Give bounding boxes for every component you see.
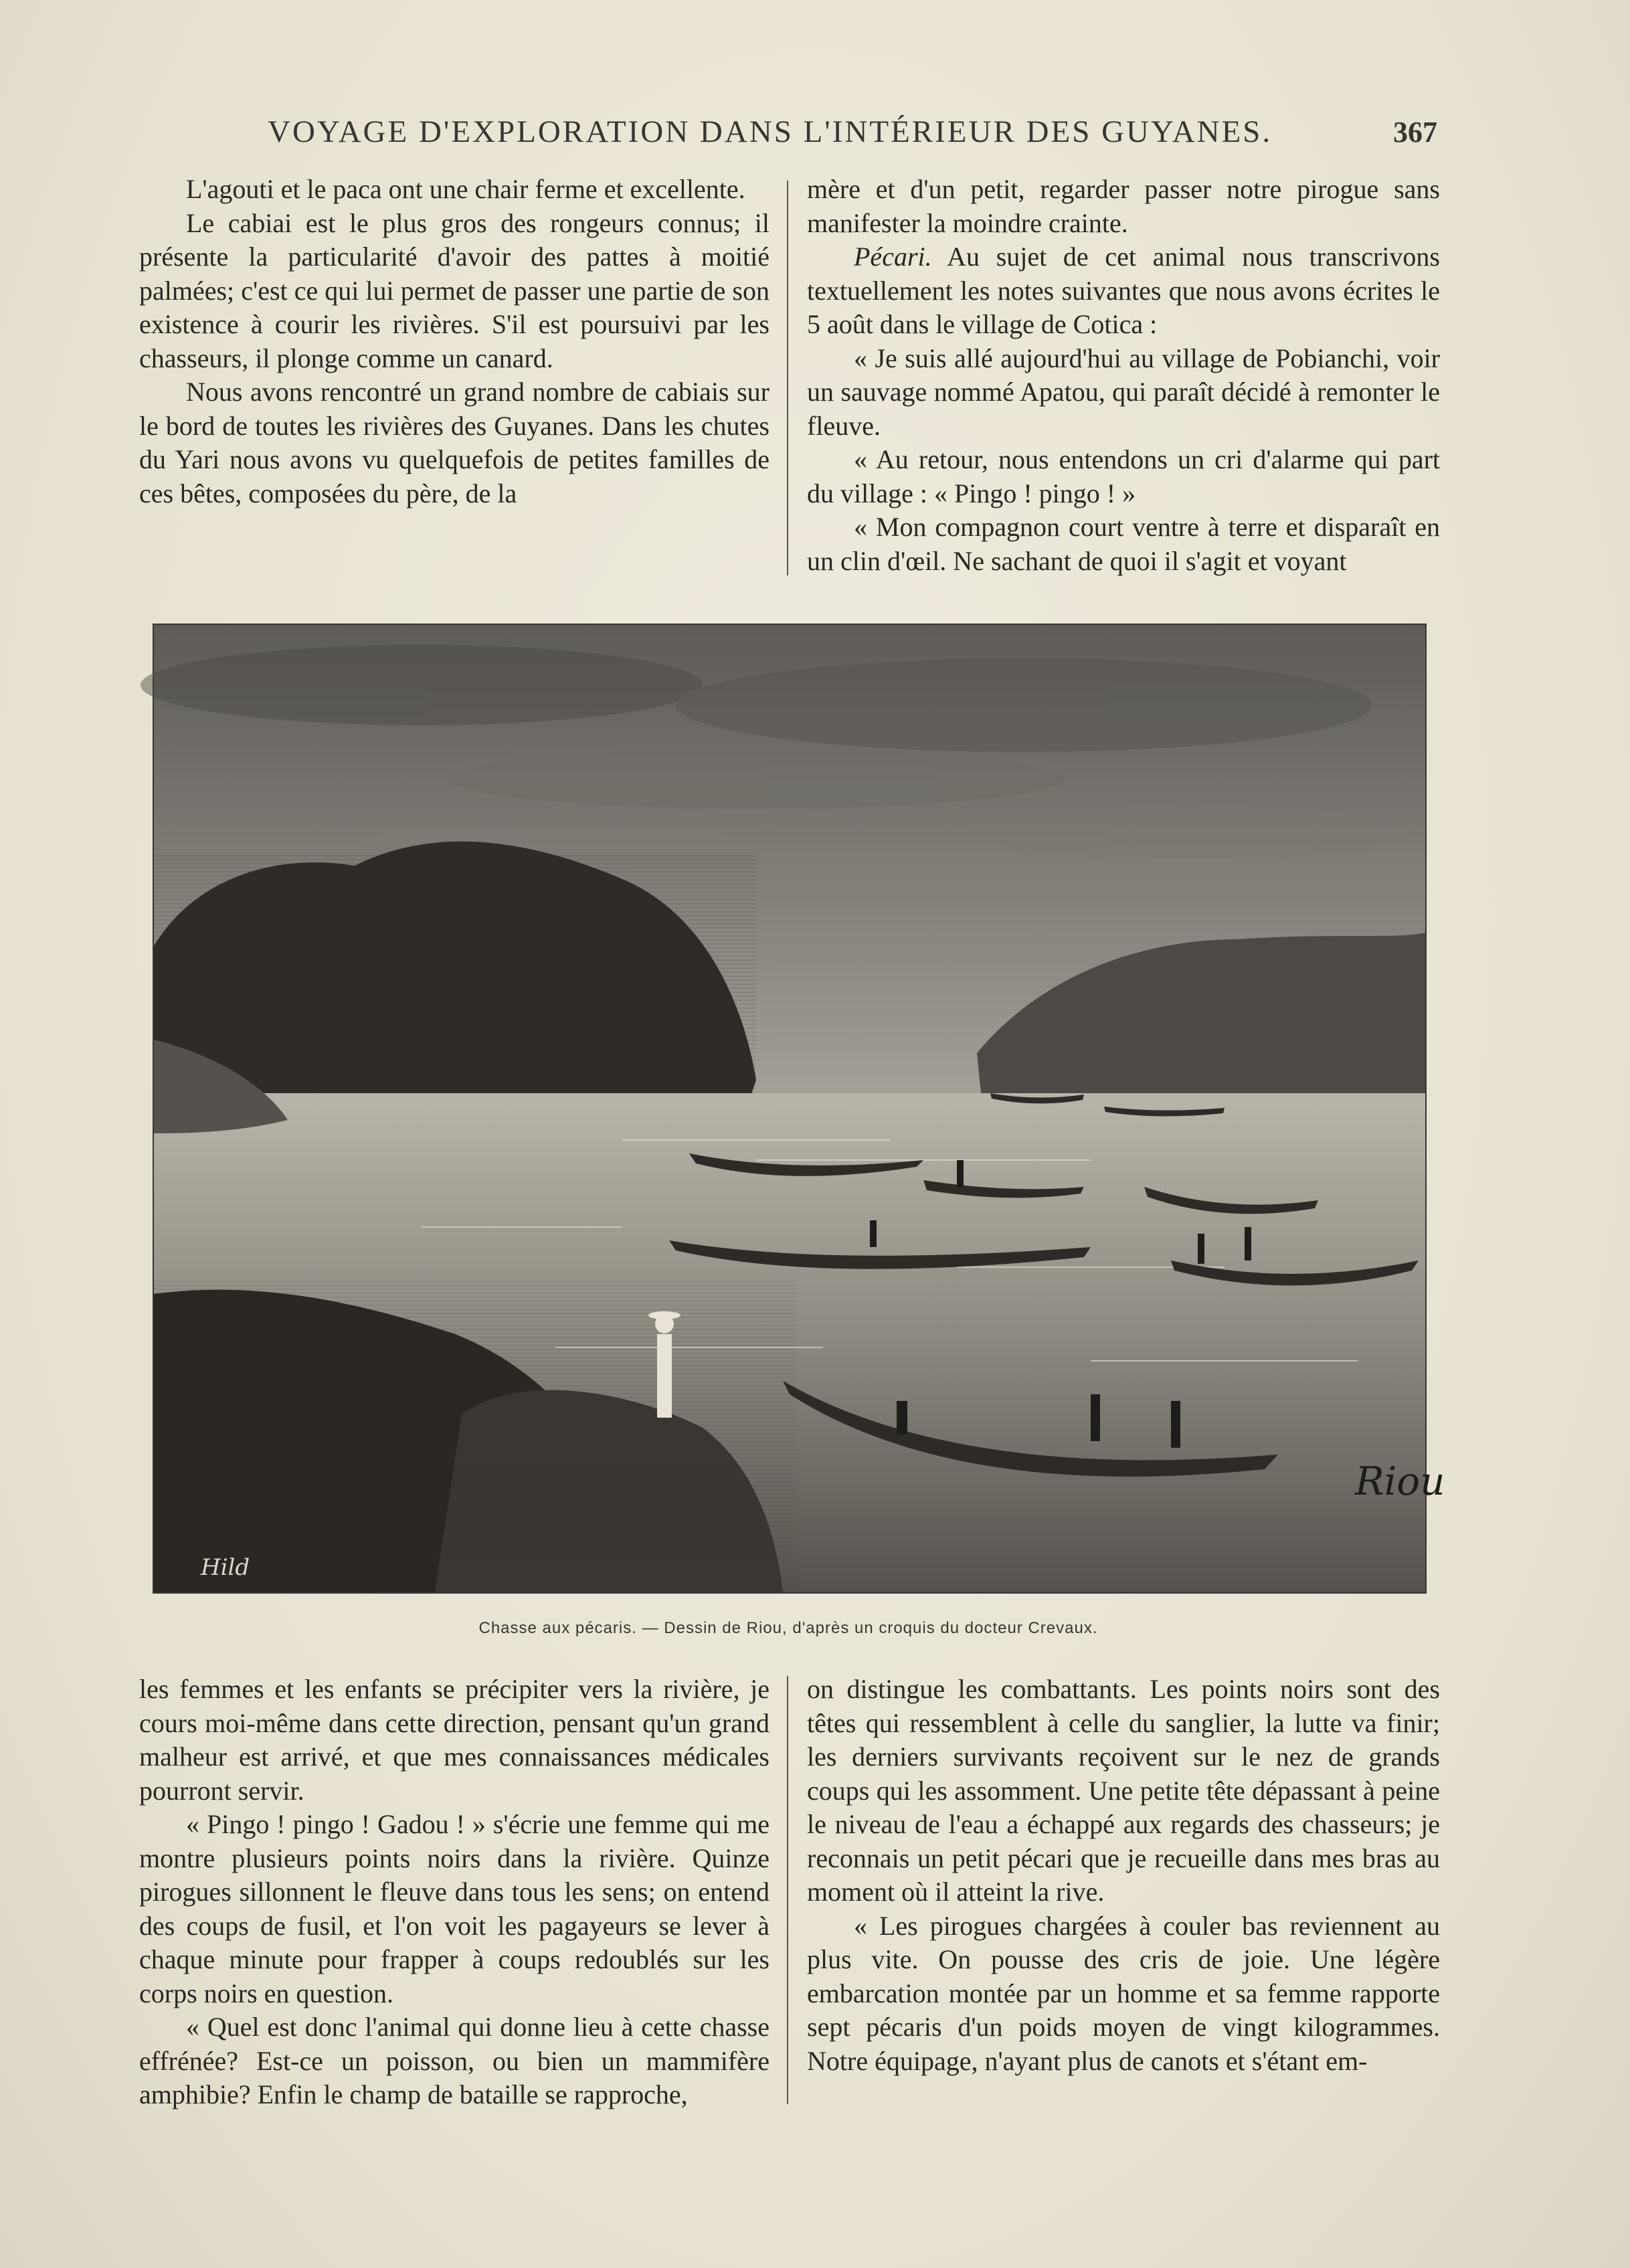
paragraph: « Pingo ! pingo ! Gadou ! » s'écrie une femme qui me montre plusieurs points noirs dans la rivière. Quinze pirogues sillonnent le fleuve dans tous les sens; on entend des coups de fusil, et l'on voit les pagayeurs se lever à chaque minute pour frapper à coups redoublés sur les corps noirs en question. [139, 1809, 769, 2008]
italic-term: Pécari. [854, 242, 932, 272]
paragraph: « Mon compagnon court ventre à terre et disparaît en un clin d'œil. Ne sachant de quoi il s'agit et voyant [807, 512, 1440, 576]
top-left-column [139, 173, 769, 581]
paragraph: « Quel est donc l'animal qui donne lieu à cette chasse effrénée? Est-ce un poisson, ou bien un mammifère amphibie? Enfin le champ de bataille se rapproche, [139, 2012, 769, 2109]
paragraph: Nous avons rencontré un grand nombre de cabiais sur le bord de toutes les rivières des Guyanes. Dans les chutes du Yari nous avons vu quelquefois de petites familles de ces bêtes, composées du père, de la [139, 377, 769, 508]
paragraph-text: Au sujet de cet animal nous transcrivons textuellement les notes suivantes que nous avons écrites le 5 août dans le village de Cotica : [807, 242, 1440, 339]
paragraph: mère et d'un petit, regarder passer notre pirogue sans manifester la moindre crainte. [807, 174, 1440, 238]
engraver-signature: Hild [201, 1554, 250, 1581]
paragraph: « Au retour, nous entendons un cri d'alarme qui part du village : « Pingo ! pingo ! » [807, 444, 1440, 508]
artist-signature: Riou [1355, 1458, 1445, 1504]
running-title: VOYAGE D'EXPLORATION DANS L'INTÉRIEUR DES GUYANES. [268, 114, 1273, 149]
engraving-svg [154, 625, 1445, 1592]
bottom-right-column [807, 1673, 1440, 2107]
column-rule [787, 1676, 788, 2104]
bottom-left-column [139, 1673, 769, 2107]
paragraph: L'agouti et le paca ont une chair ferme et excellente. [186, 174, 745, 204]
paragraph: « Je suis allé aujourd'hui au village de Pobianchi, voir un sauvage nommé Apatou, qui paraît décidé à remonter le fleuve. [807, 343, 1440, 441]
page-number: 367 [1393, 116, 1437, 149]
paragraph: « Les pirogues chargées à couler bas reviennent au plus vite. On pousse des cris de joie. Une légère embarcation montée par un homme et sa femme rapporte sept pécaris d'un poids moyen de vingt kilogrammes. Notre équipage, n'ayant plus de canots et s'étant em- [807, 1910, 1440, 2076]
paragraph [807, 240, 1440, 342]
figure-caption: Chasse aux pécaris. — Dessin de Riou, d'après un croquis du docteur Crevaux. [478, 1619, 1098, 1637]
paragraph: on distingue les combattants. Les points noirs sont des têtes qui ressemblent à celle du sanglier, la lutte va finir; les derniers survivants reçoivent sur le nez de grands coups qui les assomment. Une petite tête dépassant à peine le niveau de l'eau a échappé aux regards des chasseurs; je reconnais un petit pécari que je recueille dans mes bras au moment où il atteint la rive. [807, 1674, 1440, 1907]
column-rule [787, 181, 788, 575]
paragraph: Le cabiai est le plus gros des rongeurs connus; il présente la particularité d'avoir des pattes à moitié palmées; c'est ce qui lui permet de passer une partie de son existence à courir les rivières. S'il est poursuivi par les chasseurs, il plonge comme un canard. [139, 207, 769, 373]
top-right-column [807, 173, 1440, 581]
engraving-illustration [153, 624, 1445, 1594]
paragraph: les femmes et les enfants se précipiter vers la rivière, je cours moi-même dans cette direction, pensant qu'un grand malheur est arrivé, et que mes connaissances médicales pourront servir. [139, 1674, 769, 1806]
